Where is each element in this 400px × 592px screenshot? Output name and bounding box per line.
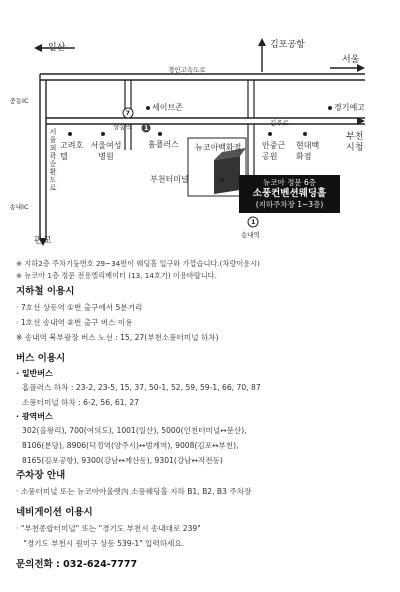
bus-general-title: · 일반버스 <box>16 369 53 378</box>
bus-wide-line-2: 8106(분당), 8906(덕정역(양주시)↔범계역), 9008(김포↔부천), <box>22 441 239 450</box>
label-sangdong-station: 상동역 <box>113 123 132 131</box>
nav-line-1: · "부천종합터미널" 또는 "경기도 부천시 송내대로 239" <box>16 524 201 533</box>
label-pangyo: 판교 <box>34 236 52 246</box>
label-bucheon-city-hall: 부천시청 <box>346 132 364 153</box>
contact-phone: 문의전화 : 032-624-7777 <box>16 559 138 570</box>
label-gyeongin-expressway: 경인고속도로 <box>168 66 206 74</box>
callout-floor: 뉴코아 정문 6층 <box>262 178 316 187</box>
venue-callout <box>239 175 340 213</box>
label-bucheon-terminal: 부천터미널 <box>150 175 189 184</box>
road-map-svg <box>0 0 400 250</box>
label-newcore-dept: 뉴코아백화점 <box>195 143 242 152</box>
nav-line-2: "경기도 부천시 원미구 상동 539-1" 입력하세요. <box>16 539 185 548</box>
bus-wide-title: · 광역버스 <box>16 412 53 421</box>
bus-title: 버스 이용시 <box>16 353 66 364</box>
bus-general-homeplus: 홈플러스 하차 : 23-2, 23-5, 15, 37, 50-1, 52, 59, 59-1, 66, 70, 87 <box>22 383 261 392</box>
map-notes <box>16 258 391 282</box>
badge-line-1: 1 <box>251 218 256 226</box>
label-gyeonggi-high: 경기예고 <box>334 103 365 112</box>
directions-content <box>16 284 394 573</box>
label-jungdong-ic: 중동IC <box>9 97 29 105</box>
subway-line-1: · 1호선 송내역 ②번 출구 버스 이용 <box>16 318 133 327</box>
label-songnae-ic: 송내IC <box>9 203 29 211</box>
label-anjunggeun-park: 안중근공원 <box>262 141 286 161</box>
subway-bus-note: ※ 송내역 북부광장 버스 노선 : 15, 27(부천소풍터미널 하차) <box>16 333 219 342</box>
label-seoul-ring-expressway: 서울외곽순환도로 <box>49 128 57 192</box>
badge-line-7: 7 <box>125 109 131 117</box>
label-sevenbrun: 세이브존 <box>152 103 183 112</box>
label-gilju-road: 길주로 <box>270 119 289 127</box>
nav-title: 네비게이션 이용시 <box>16 507 93 518</box>
parking-title: 주차장 안내 <box>16 470 66 481</box>
callout-parking: (지하주차장 1~3층) <box>255 200 324 209</box>
label-hyundai-dept: 현대백화점 <box>296 141 320 161</box>
badge-exit-1: 1 <box>144 124 149 132</box>
location-map <box>0 0 400 250</box>
label-songnae-station: 송내역 <box>241 231 260 239</box>
callout-venue-name: 소풍컨벤션웨딩홀 <box>252 188 327 199</box>
label-seoul-women-hospital: 서울여성병원 <box>90 141 122 161</box>
label-ilsan: 일산 <box>48 43 66 53</box>
note-elevator: ※ 뉴코아 1층 정문 전용엘리베이터 (13, 14호기) 이용바랍니다. <box>16 271 217 280</box>
note-parking-pillars: ※ 지하2층 주차기둥번호 29~34번이 웨딩홀 입구와 가깝습니다.(차량이용시) <box>16 259 260 268</box>
bus-general-terminal: 소풍터미널 하차 : 6-2, 56, 61, 27 <box>22 398 140 407</box>
subway-title: 지하철 이용시 <box>16 286 75 297</box>
bus-wide-line-3: 8165(김포공항), 9300(강남↔계산동), 9301(강남↔작전동) <box>22 456 223 465</box>
label-goryeo-hotel: 고려호텔 <box>60 141 84 161</box>
subway-line-7: · 7호선 상동역 ①번 출구에서 5분거리 <box>16 303 143 312</box>
arrow-right-icon <box>330 64 365 72</box>
label-homeplus: 홈플러스 <box>148 140 179 149</box>
label-gimpo-airport: 김포공항 <box>270 40 305 50</box>
bus-wide-line-1: 302(을왕리), 700(여의도), 1001(일산), 5000(인천터미널↔문산), <box>22 426 247 435</box>
label-seoul: 서울 <box>342 55 360 65</box>
arrow-up-icon <box>258 38 266 72</box>
parking-line: · 소풍터미널 또는 뉴코아아울렛內 소풍웨딩홀 지하 B1, B2, B3 주차장 <box>16 487 252 496</box>
